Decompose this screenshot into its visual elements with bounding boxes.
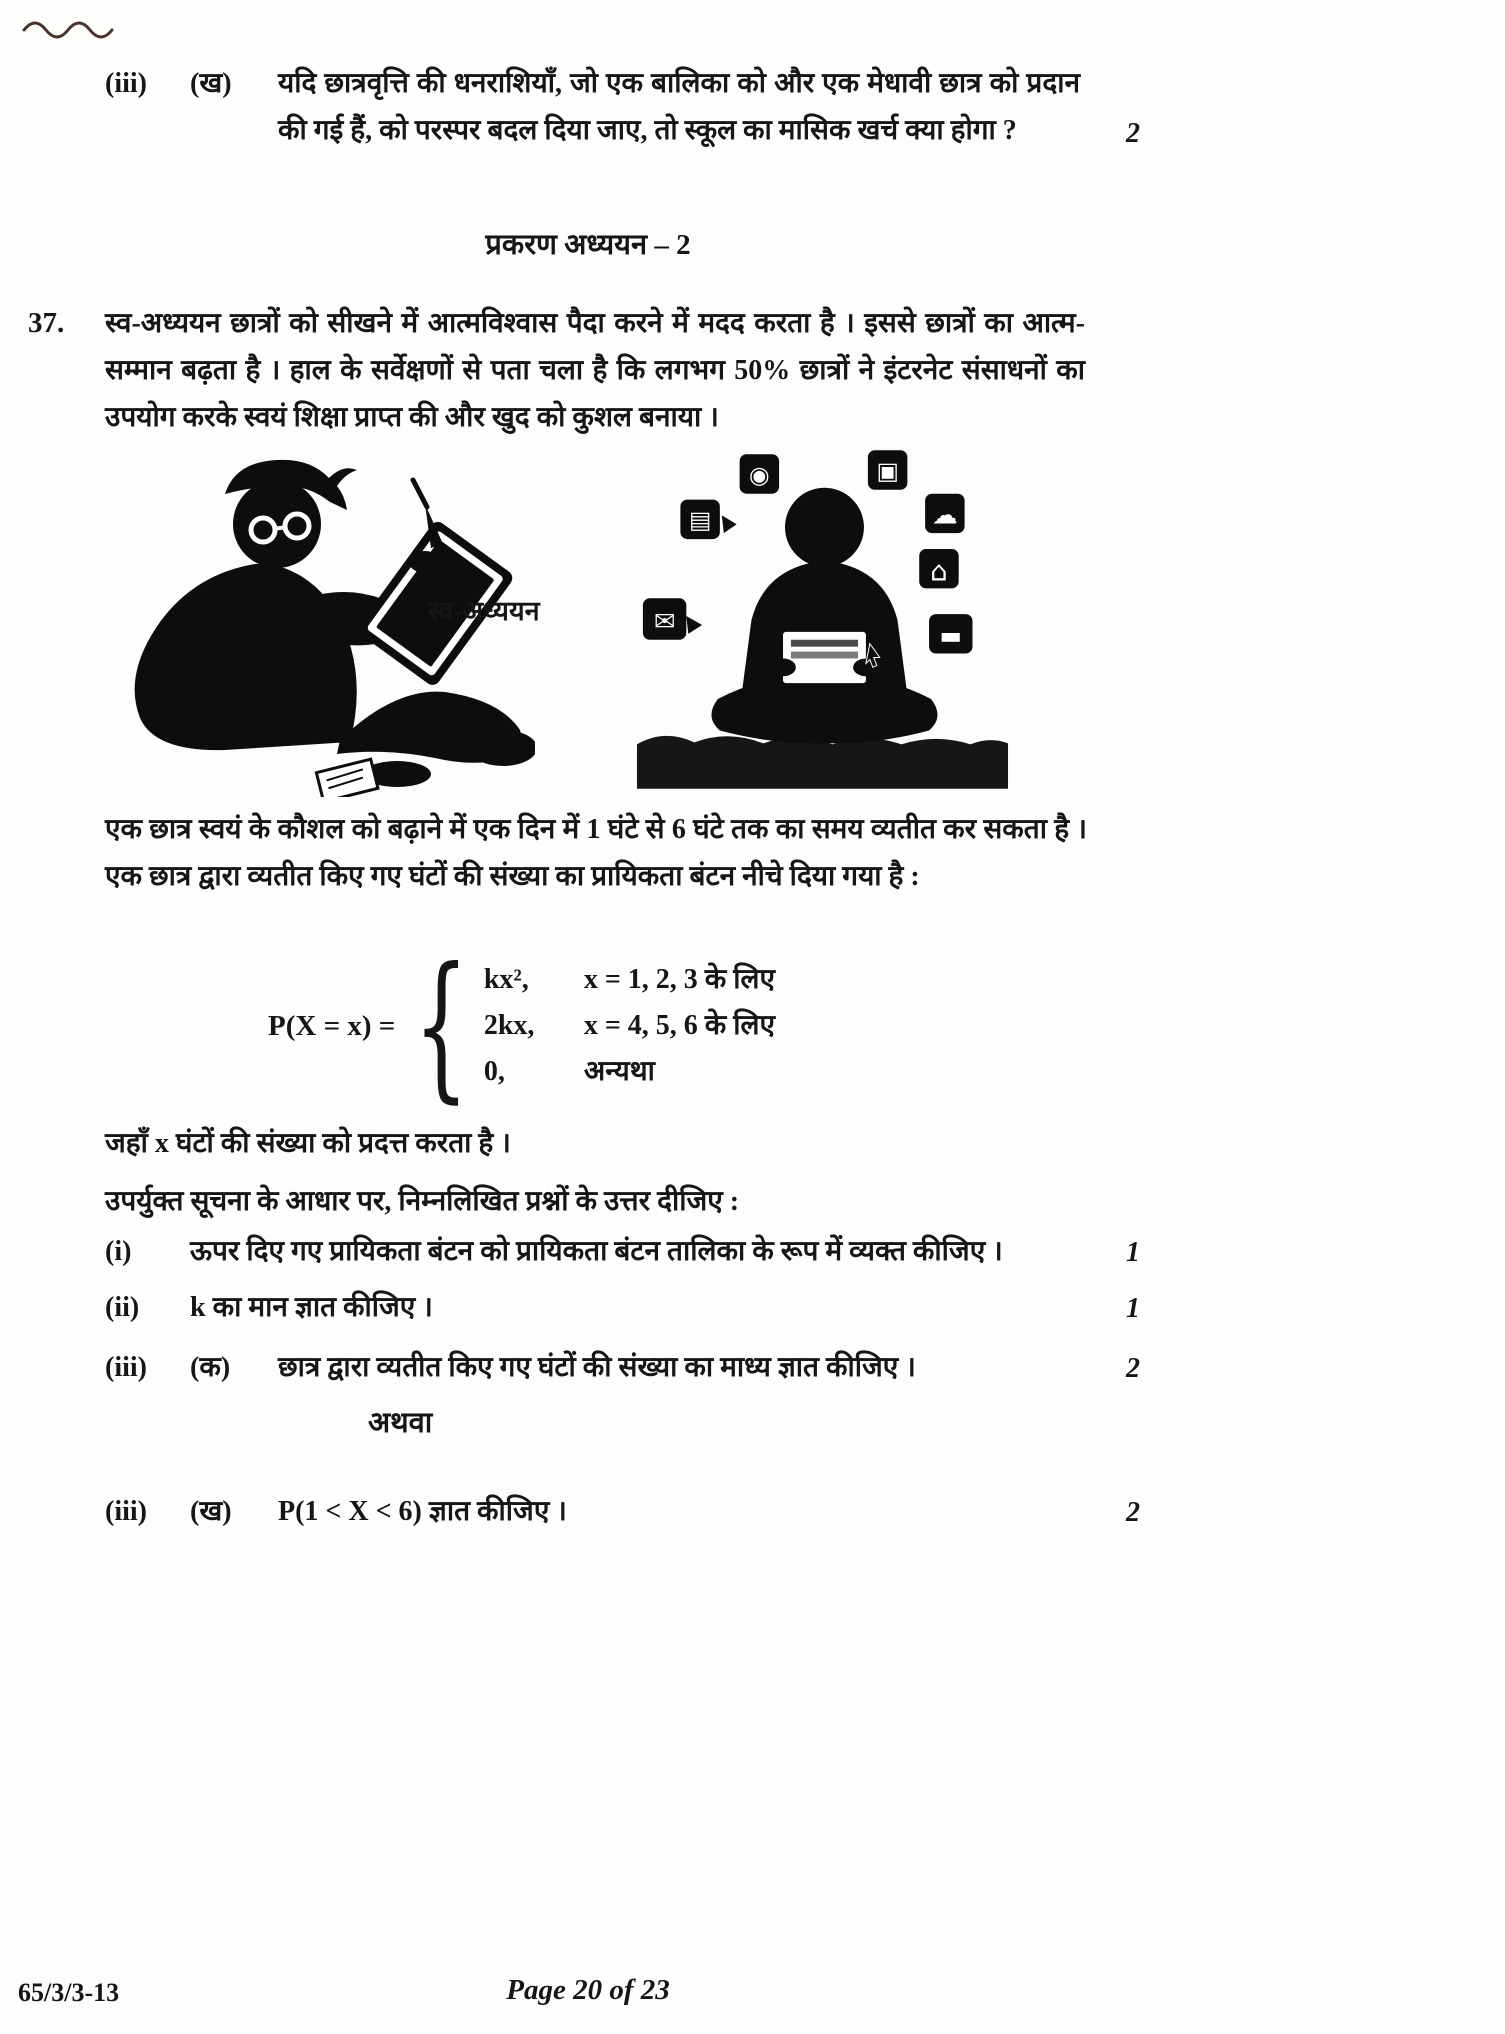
svg-text:▣: ▣	[876, 456, 899, 485]
video-call-icon	[868, 450, 907, 489]
marks-value: 1	[1126, 1237, 1140, 1268]
svg-text:◉: ◉	[749, 460, 770, 489]
sub-question-i	[105, 1228, 1140, 1275]
case-condition: अन्यथा	[583, 1056, 655, 1087]
formula-case-row	[484, 957, 775, 1003]
svg-text:✉: ✉	[653, 606, 676, 637]
sub-question-text: ऊपर दिए गए प्रायिकता बंटन को प्रायिकता बंटन तालिका के रूप में व्यक्त कीजिए ।	[190, 1236, 1003, 1267]
sub-question-ii	[105, 1284, 1140, 1331]
page-number: Page 20 of 23	[506, 1974, 670, 2006]
sub-question-part: (ख)	[190, 1496, 232, 1527]
svg-text:☁: ☁	[932, 500, 958, 531]
where-x-line: जहाँ x घंटों की संख्या को प्रदत्त करता है ।	[105, 1128, 511, 1159]
probability-intro-paragraph: एक छात्र स्वयं के कौशल को बढ़ाने में एक दिन में 1 घंटे से 6 घंटे तक का समय व्यतीत कर सकता है । एक छात्र द्वारा व्यतीत किए गए घंटों की संख्या का प्रायिकता बंटन नीचे दिया गया है :	[105, 814, 1087, 892]
home-icon	[919, 549, 958, 588]
question-part-label: (ख)	[190, 68, 232, 99]
formula-case-row	[484, 1049, 775, 1095]
svg-text:⌂: ⌂	[930, 554, 948, 588]
online-learning-illustration	[635, 448, 1010, 793]
sub-question-text: P(1 < X < 6) ज्ञात कीजिए ।	[278, 1496, 567, 1527]
svg-text:▤: ▤	[688, 506, 712, 535]
case-expression: 0,	[483, 1056, 505, 1087]
formula-case-row	[484, 1003, 775, 1049]
ebook-icon	[680, 500, 719, 539]
case-expression: kx²,	[483, 964, 529, 995]
mail-icon	[643, 598, 686, 639]
wave-squiggle-mark	[20, 12, 120, 42]
question-text: यदि छात्रवृत्ति की धनराशियाँ, जो एक बालिका को और एक मेधावी छात्र को प्रदान की गई हैं, को परस्पर बदल दिया जाए, तो स्कूल का मासिक खर्च क्या होगा ?	[278, 68, 1080, 146]
svg-text:▬: ▬	[939, 621, 962, 650]
question-36b-row	[105, 60, 1140, 154]
sub-question-iii-a	[105, 1344, 1140, 1391]
question-37-intro	[28, 300, 1140, 441]
sub-question-text: k का मान ज्ञात कीजिए ।	[190, 1292, 433, 1323]
question-number: (iii)	[105, 68, 147, 99]
payment-card-icon	[929, 614, 972, 653]
marks-value: 2	[1126, 1497, 1140, 1528]
marks-value: 2	[1126, 1353, 1140, 1384]
figure-caption: स्व-अध्ययन	[428, 596, 540, 626]
sub-question-number: (i)	[105, 1236, 132, 1267]
case-condition: x = 4, 5, 6 के लिए	[583, 1010, 775, 1041]
question-number: 37.	[28, 307, 65, 339]
cloud-icon	[925, 494, 964, 533]
question-intro-text: स्व-अध्ययन छात्रों को सीखने में आत्मविश्वास पैदा करने में मदद करता है । इससे छात्रों का आत्म-सम्मान बढ़ता है । हाल के सर्वेक्षणों से पता चला है कि लगभग 50% छात्रों ने इंटरनेट संसाधनों का उपयोग करके स्वयं शिक्षा प्राप्त की और खुद को कुशल बनाया ।	[105, 308, 1085, 433]
case-expression: 2kx,	[483, 1010, 535, 1041]
probability-distribution-formula	[268, 934, 775, 1118]
sub-question-number: (iii)	[105, 1496, 147, 1527]
or-label: अथवा	[368, 1407, 433, 1439]
sub-question-number: (ii)	[105, 1292, 140, 1323]
sub-question-iii-b	[105, 1488, 1140, 1535]
marks-value: 1	[1126, 1293, 1140, 1324]
sub-question-part: (क)	[190, 1352, 231, 1383]
case-condition: x = 1, 2, 3 के लिए	[583, 964, 775, 995]
brace-glyph: {	[413, 934, 470, 1118]
paper-code: 65/3/3-13	[18, 1978, 120, 2007]
sub-question-text: छात्र द्वारा व्यतीत किए गए घंटों की संख्या का माध्य ज्ञात कीजिए ।	[278, 1352, 916, 1383]
globe-icon	[740, 454, 779, 493]
case-study-heading: प्रकरण अध्ययन – 2	[485, 229, 691, 261]
marks-value: 2	[1126, 118, 1140, 149]
sub-question-number: (iii)	[105, 1352, 147, 1383]
answer-following-line: उपर्युक्त सूचना के आधार पर, निम्नलिखित प्रश्नों के उत्तर दीजिए :	[105, 1186, 740, 1217]
formula-cases	[484, 957, 775, 1095]
formula-lhs: P(X = x) =	[268, 1009, 396, 1042]
